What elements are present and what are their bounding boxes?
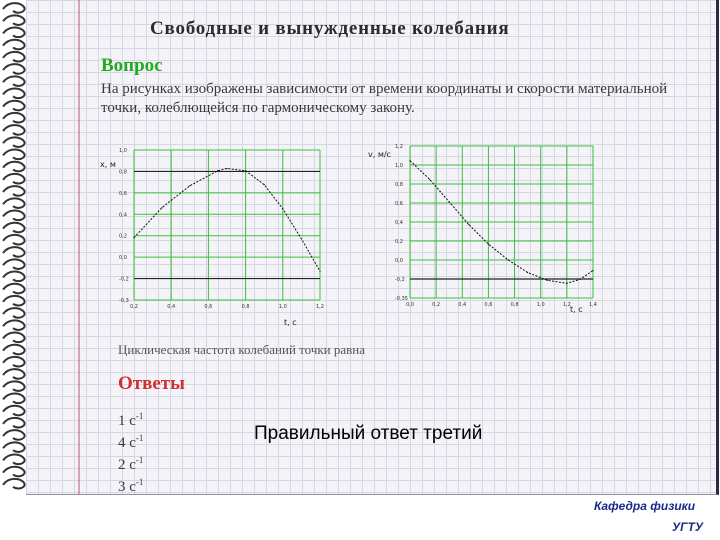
spiral-coil bbox=[3, 406, 25, 416]
answer-option[interactable]: 2 $с^{-1}$ bbox=[118, 455, 144, 473]
spiral-coil bbox=[3, 113, 25, 123]
spiral-coil bbox=[3, 418, 25, 428]
x-tick-label: 0,6 bbox=[484, 302, 493, 308]
y-tick-label: 0,2 bbox=[395, 239, 403, 245]
x-tick-label: 0,2 bbox=[432, 302, 441, 308]
spiral-coil bbox=[3, 247, 25, 257]
y-tick-label: 1,2 bbox=[395, 144, 403, 150]
spiral-coil bbox=[3, 211, 25, 221]
data-point bbox=[301, 238, 302, 239]
y-axis-label: x, м bbox=[100, 160, 116, 169]
y-tick-label: 0,6 bbox=[119, 190, 127, 197]
data-point bbox=[264, 184, 265, 185]
margin-line bbox=[78, 0, 80, 494]
data-point bbox=[468, 224, 469, 225]
y-tick-label: 0,0 bbox=[395, 258, 403, 264]
spiral-coil bbox=[3, 357, 25, 367]
data-point bbox=[217, 170, 218, 171]
data-point bbox=[245, 170, 246, 171]
data-point bbox=[579, 279, 580, 280]
y-tick-label: 0,2 bbox=[119, 233, 127, 240]
slide-title: Свободные и вынужденные колебания bbox=[150, 18, 510, 39]
data-point bbox=[226, 168, 227, 169]
y-tick-label: 0,8 bbox=[119, 169, 127, 176]
answers-list bbox=[118, 408, 143, 496]
spiral-coil bbox=[3, 174, 25, 184]
x-tick-label: 1,2 bbox=[316, 304, 324, 310]
spiral-coil bbox=[3, 284, 25, 294]
answer-option[interactable]: 1 $с^{-1}$ bbox=[118, 411, 144, 429]
spiral-coil bbox=[3, 272, 25, 282]
x-tick-label: 0,4 bbox=[458, 302, 467, 308]
spiral-coil bbox=[3, 479, 25, 489]
coordinate-graph bbox=[94, 140, 334, 330]
y-axis-label: v, м/с bbox=[368, 150, 391, 159]
data-curve bbox=[134, 169, 320, 272]
x-tick-label: 1,0 bbox=[536, 302, 545, 308]
spiral-coil bbox=[3, 320, 25, 330]
spiral-coil bbox=[3, 52, 25, 62]
x-tick-label: 1,0 bbox=[278, 304, 287, 310]
spiral-coil bbox=[3, 467, 25, 477]
y-tick-label: 0,4 bbox=[119, 212, 127, 219]
spiral-coil bbox=[3, 125, 25, 135]
spiral-coil bbox=[3, 442, 25, 452]
x-tick-label: 0,8 bbox=[241, 304, 250, 310]
spiral-coil bbox=[3, 162, 25, 172]
data-point bbox=[161, 207, 162, 208]
spiral-coil bbox=[3, 137, 25, 147]
spiral-coil bbox=[3, 223, 25, 233]
x-axis-label: t, с bbox=[284, 318, 297, 327]
y-tick-label: 1,0 bbox=[119, 148, 127, 154]
y-tick-label: 0,8 bbox=[395, 182, 403, 188]
spiral-binding bbox=[0, 0, 30, 494]
data-point bbox=[319, 271, 320, 272]
answer-option[interactable]: 4 $с^{-1}$ bbox=[118, 433, 144, 451]
spiral-coil bbox=[3, 296, 25, 306]
y-tick-label: -0,2 bbox=[119, 276, 129, 283]
x-tick-label: 0,6 bbox=[204, 304, 213, 310]
spiral-coil bbox=[3, 3, 25, 13]
data-point bbox=[488, 244, 489, 245]
data-point bbox=[507, 259, 508, 260]
spiral-coil bbox=[3, 394, 25, 404]
data-point bbox=[547, 280, 548, 281]
y-tick-label: -0,3 bbox=[119, 298, 129, 304]
y-tick-label: -0,35 bbox=[395, 296, 408, 302]
spiral-coil bbox=[3, 76, 25, 86]
y-tick-label: -0,2 bbox=[395, 277, 405, 283]
spiral-coil bbox=[3, 198, 25, 208]
data-point bbox=[566, 283, 567, 284]
spiral-coil bbox=[3, 235, 25, 245]
data-point bbox=[282, 208, 283, 209]
y-tick-label: 0,0 bbox=[119, 255, 127, 262]
x-tick-label: 1,2 bbox=[562, 302, 571, 308]
x-tick-label: 1,4 bbox=[589, 302, 597, 308]
x-tick-label: 0,0 bbox=[406, 302, 414, 308]
spiral-coil bbox=[3, 186, 25, 196]
spiral-coil bbox=[3, 333, 25, 343]
spiral-coil bbox=[3, 64, 25, 74]
university-name: УГТУ bbox=[672, 520, 703, 534]
data-point bbox=[527, 272, 528, 273]
spiral-coil bbox=[3, 381, 25, 391]
answer-option[interactable]: 3 $с^{-1}$ bbox=[118, 477, 144, 495]
correct-answer-note: Правильный ответ третий bbox=[254, 423, 483, 444]
department-name: Кафедра физики bbox=[594, 499, 696, 513]
y-tick-label: 1,0 bbox=[395, 163, 403, 169]
spiral-coil bbox=[3, 259, 25, 269]
x-tick-label: 0,8 bbox=[510, 302, 519, 308]
data-point bbox=[429, 179, 430, 180]
spiral-coil bbox=[3, 430, 25, 440]
spiral-coil bbox=[3, 455, 25, 465]
data-point bbox=[189, 185, 190, 186]
spiral-coil bbox=[3, 150, 25, 160]
spiral-coil bbox=[3, 28, 25, 38]
spiral-coil bbox=[3, 40, 25, 50]
spiral-coil bbox=[3, 345, 25, 355]
velocity-graph bbox=[360, 140, 610, 330]
spiral-coil bbox=[3, 89, 25, 99]
question-prompt: Циклическая частота колебаний точки равна bbox=[118, 342, 366, 357]
x-tick-label: 0,4 bbox=[167, 304, 176, 310]
data-point bbox=[409, 160, 410, 161]
x-tick-label: 0,2 bbox=[130, 304, 138, 310]
x-axis-label: t, с bbox=[570, 305, 583, 314]
y-tick-label: 0,6 bbox=[395, 201, 403, 207]
question-heading: Вопрос bbox=[101, 55, 163, 76]
spiral-coil bbox=[3, 101, 25, 111]
answers-heading: Ответы bbox=[118, 373, 185, 394]
y-tick-label: 0,4 bbox=[395, 220, 403, 226]
question-text: На рисунках изображены зависимости от времени координаты и скорости материальной точки, колеблющейся по гармоническому закону. bbox=[101, 81, 668, 116]
data-point bbox=[592, 270, 593, 271]
data-point bbox=[133, 237, 134, 238]
spiral-coil bbox=[3, 308, 25, 318]
spiral-coil bbox=[3, 369, 25, 379]
data-point bbox=[449, 201, 450, 202]
spiral-coil bbox=[3, 15, 25, 25]
